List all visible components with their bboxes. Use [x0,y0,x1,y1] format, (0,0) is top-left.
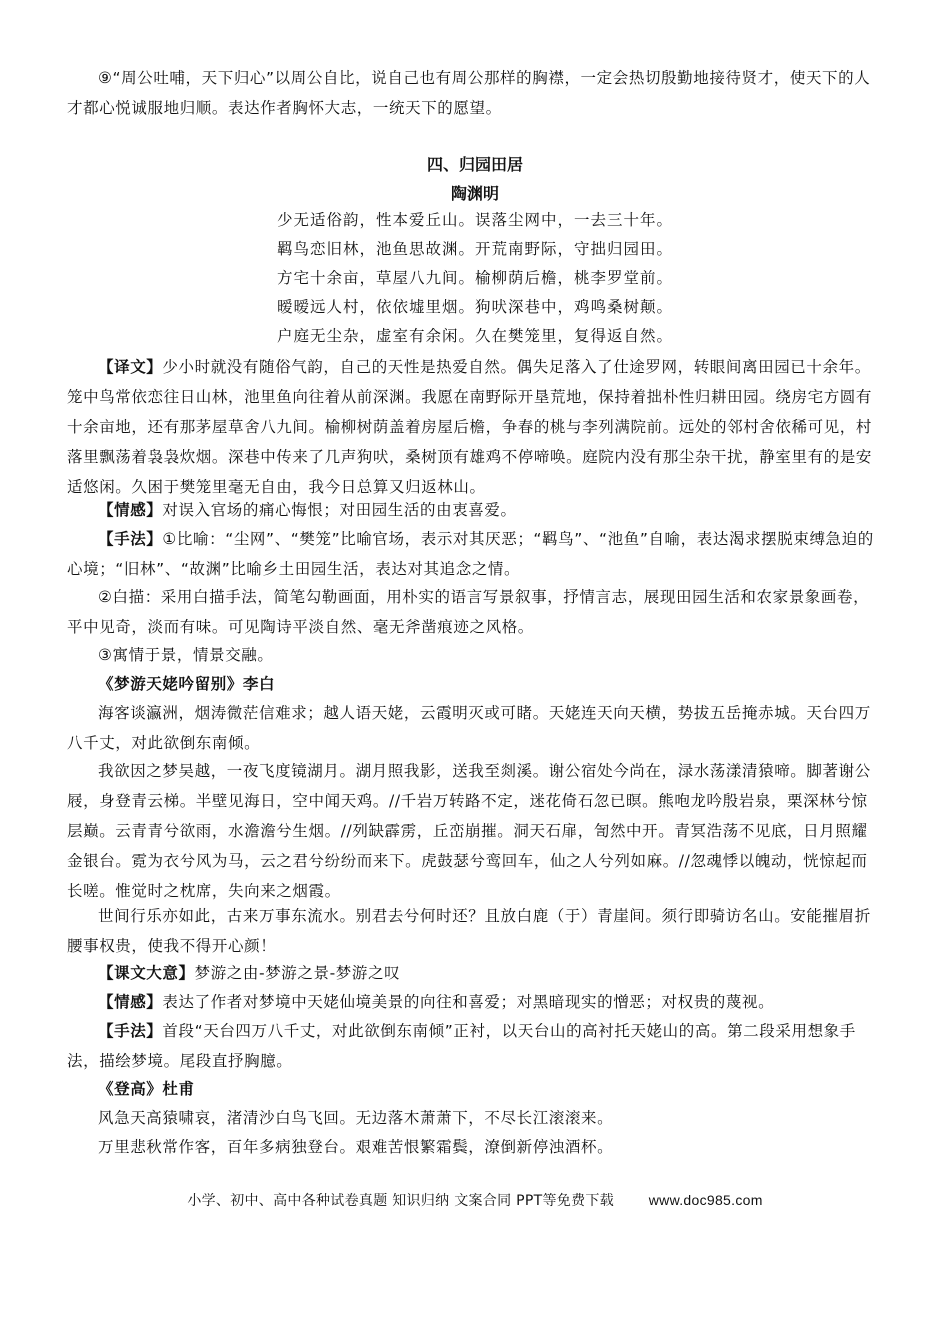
li-emotion-text: 表达了作者对梦境中天姥仙境美景的向往和喜爱；对黑暗现实的憎恶；对权贵的蔑视。 [162,993,775,1011]
translation-paragraph [67,352,883,502]
translation-text: 少小时就没有随俗气韵，自己的天性是热爱自然。偶失足落入了仕途罗网，转眼间离田园已十余年。笼中鸟常依恋往日山林，池里鱼向往着从前深渊。我愿在南野际开垦荒地，保持着拙朴性归耕田园。绕房宅方圆有十余亩地，还有那茅屋草舍八九间。榆柳树荫盖着房屋后檐，争春的桃与李列满院前。远处的邻村舍依稀可见，村落里飘荡着袅袅炊烟。深巷中传来了几声狗吠，桑树顶有雄鸡不停啼唤。庭院内没有那尘杂干扰，静室里有的是安适悠闲。久困于樊笼里毫无自由，我今日总算又归返林山。 [67,358,873,496]
poem-line: 户庭无尘杂，虚室有余闲。久在樊笼里，复得返自然。 [276,327,673,345]
li-bai-emotion [67,987,883,1017]
li-bai-para-2: 我欲因之梦吴越，一夜飞度镜湖月。湖月照我影，送我至剡溪。谢公宿处今尚在，渌水荡漾清猿啼。脚著谢公屐，身登青云梯。半壁见海日，空中闻天鸡。//千岩万转路不定，迷花倚石忽已暝。熊咆龙吟殷岩泉，栗深林兮惊层巅。云青青兮欲雨，水澹澹兮生烟。//列缺霹雳，丘峦崩摧。洞天石扉，訇然中开。青冥浩荡不见底，日月照耀金银台。霓为衣兮风为马，云之君兮纷纷而来下。虎鼓瑟兮鸾回车，仙之人兮列如麻。//忽魂悸以魄动，恍惊起而长嗟。惟觉时之枕席，失向来之烟霞。 [67,762,871,900]
poem-line: 少无适俗韵，性本爱丘山。误落尘网中，一去三十年。 [276,211,673,229]
du-fu-line-1: 风急天高猿啸哀，渚清沙白鸟飞回。无边落木萧萧下，不尽长江滚滚来。 [98,1109,614,1127]
main-idea-label: 【课文大意】 [98,964,195,982]
intro-paragraph: ⑨“周公吐哺，天下归心”以周公自比，说自己也有周公那样的胸襟，一定会热切殷勤地接待贤才，使天下的人才都心悦诚服地归顺。表达作者胸怀大志，一统天下的愿望。 [67,69,871,117]
poem-line: 羁鸟恋旧林，池鱼思故渊。开荒南野际，守拙归园田。 [276,240,673,258]
poem-line: 方宅十余亩，草屋八九间。榆柳荫后檐，桃李罗堂前。 [276,269,673,287]
li-emotion-label: 【情感】 [98,993,163,1011]
emotion-paragraph [67,495,883,525]
author-name: 陶渊明 [450,184,499,203]
footer-url-link[interactable]: www.doc985.com [648,1192,763,1208]
li-technique-text: 首段“天台四万八千丈，对此欲倒东南倾”正衬，以天台山的高衬托天姥山的高。第二段采用想象手法，描绘梦境。尾段直抒胸臆。 [67,1022,856,1070]
li-bai-para-3: 世间行乐亦如此，古来万事东流水。别君去兮何时还？且放白鹿（于）青崖间。须行即骑访名山。安能摧眉折腰事权贵，使我不得开心颜！ [67,907,871,955]
li-bai-technique [67,1016,883,1076]
technique-label: 【手法】 [98,530,163,548]
page-footer [0,1190,950,1210]
li-bai-main-idea [67,958,883,988]
du-fu-title: 《登高》杜甫 [98,1080,195,1098]
main-idea-text: 梦游之由-梦游之景-梦游之叹 [194,964,401,982]
technique-paragraph [67,524,883,584]
technique-text: ①比喻：“尘网”、“樊笼”比喻官场，表示对其厌恶；“羁鸟”、“池鱼”自喻，表达渴求摆脱束缚急迫的心境；“旧林”、“故渊”比喻乡土田园生活，表达对其追念之情。 [67,530,874,578]
footer-text: 小学、初中、高中各种试卷真题 知识归纳 文案合同 PPT等免费下载 [187,1193,614,1209]
technique-3-paragraph: ③寓情于景，情景交融。 [98,646,274,664]
technique-2-paragraph: ②白描：采用白描手法，简笔勾勒画面，用朴实的语言写景叙事，抒情言志，展现田园生活和农家景象画卷，平中见奇，淡而有味。可见陶诗平淡自然、毫无斧凿痕迹之风格。 [67,588,870,636]
section-title: 四、归园田居 [426,155,523,174]
translation-label: 【译文】 [98,358,163,376]
li-bai-para-1: 海客谈瀛洲，烟涛微茫信难求；越人语天姥，云霞明灭或可睹。天姥连天向天横，势拔五岳掩赤城。天台四万八千丈，对此欲倒东南倾。 [67,704,871,752]
li-bai-title: 《梦游天姥吟留别》李白 [98,675,276,693]
du-fu-line-2: 万里悲秋常作客，百年多病独登台。艰难苦恨繁霜鬓，潦倒新停浊酒杯。 [98,1138,614,1156]
emotion-label: 【情感】 [98,501,163,519]
poem-line: 暧暧远人村，依依墟里烟。狗吠深巷中，鸡鸣桑树颠。 [276,298,673,316]
li-technique-label: 【手法】 [98,1022,163,1040]
emotion-text: 对误入官场的痛心悔恨；对田园生活的由衷喜爱。 [162,501,517,519]
